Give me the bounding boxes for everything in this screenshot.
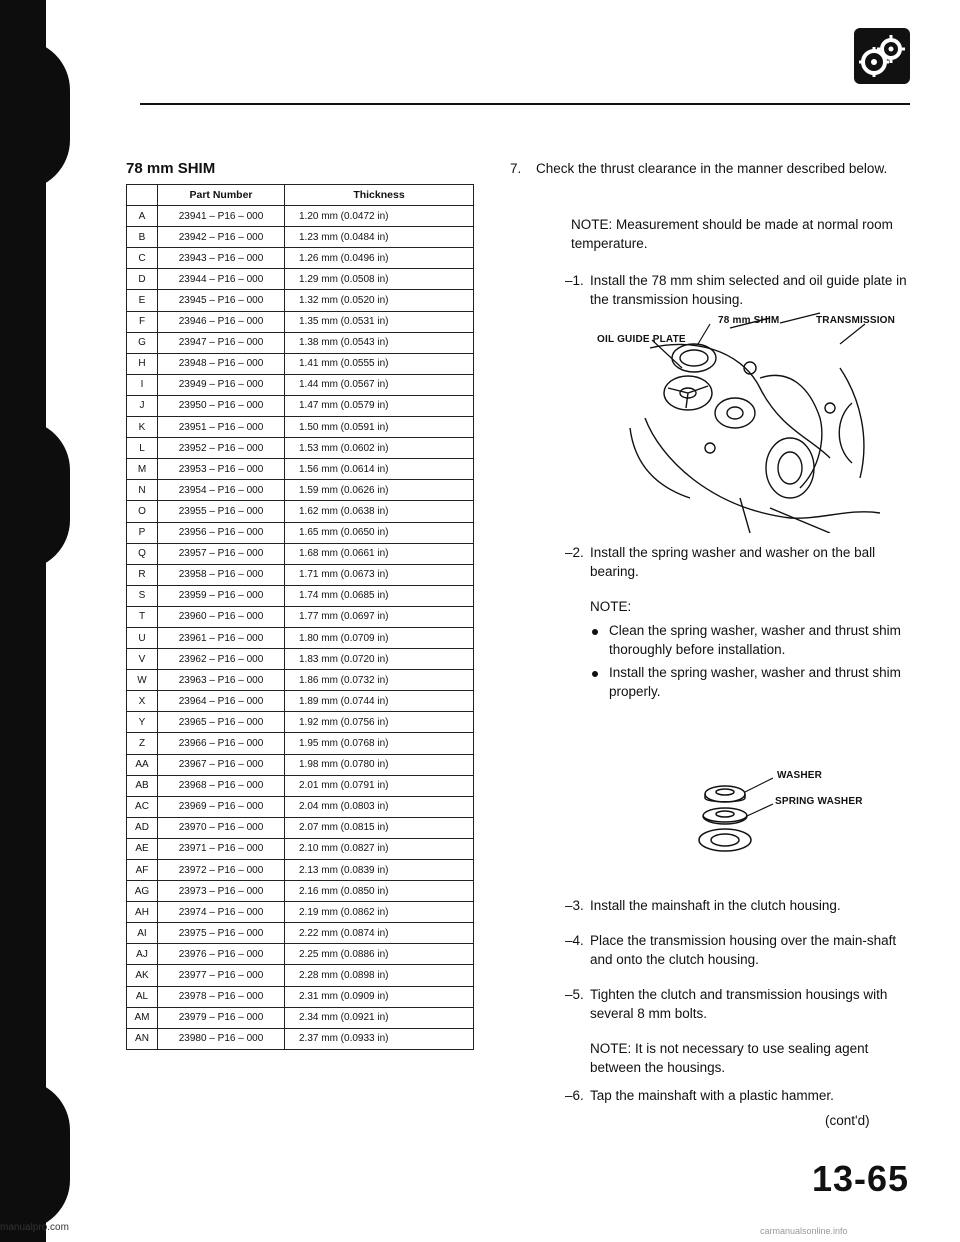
table-row <box>127 206 474 227</box>
part-number-cell: 23950 – P16 – 000 <box>158 395 285 416</box>
thickness-cell: 1.80 mm (0.0709 in) <box>285 627 474 648</box>
part-number-cell: 23958 – P16 – 000 <box>158 564 285 585</box>
part-number-cell: 23947 – P16 – 000 <box>158 332 285 353</box>
step-7 <box>510 160 910 179</box>
part-number-cell: 23979 – P16 – 000 <box>158 1007 285 1028</box>
part-number-cell: 23974 – P16 – 000 <box>158 902 285 923</box>
table-row <box>127 522 474 543</box>
substep-number: –4. <box>565 933 584 948</box>
table-row <box>127 881 474 902</box>
part-number-cell: 23977 – P16 – 000 <box>158 965 285 986</box>
thickness-cell: 1.50 mm (0.0591 in) <box>285 417 474 438</box>
thickness-cell: 1.53 mm (0.0602 in) <box>285 438 474 459</box>
shim-letter-cell: D <box>127 269 158 290</box>
washer-figure <box>695 770 775 860</box>
part-number-cell: 23969 – P16 – 000 <box>158 796 285 817</box>
table-row <box>127 374 474 395</box>
shim-letter-cell: AF <box>127 860 158 881</box>
shim-letter-cell: AD <box>127 817 158 838</box>
thickness-cell: 2.37 mm (0.0933 in) <box>285 1028 474 1049</box>
shim-letter-cell: N <box>127 480 158 501</box>
substep-5 <box>510 986 910 1024</box>
table-row <box>127 775 474 796</box>
thickness-cell: 2.22 mm (0.0874 in) <box>285 923 474 944</box>
bullet-item: Clean the spring washer, washer and thrust shim thoroughly before installation. <box>590 622 920 660</box>
part-number-cell: 23962 – P16 – 000 <box>158 649 285 670</box>
thickness-cell: 1.23 mm (0.0484 in) <box>285 227 474 248</box>
table-row <box>127 817 474 838</box>
substep-1 <box>510 272 910 310</box>
thickness-cell: 1.89 mm (0.0744 in) <box>285 691 474 712</box>
thickness-cell: 1.83 mm (0.0720 in) <box>285 649 474 670</box>
substep-number: –2. <box>565 545 584 560</box>
header-part-number: Part Number <box>158 185 285 206</box>
shim-letter-cell: AH <box>127 902 158 923</box>
transmission-section-icon <box>854 28 910 84</box>
table-row <box>127 353 474 374</box>
shim-letter-cell: O <box>127 501 158 522</box>
thickness-cell: 1.35 mm (0.0531 in) <box>285 311 474 332</box>
thickness-cell: 2.25 mm (0.0886 in) <box>285 944 474 965</box>
continued-marker: (cont'd) <box>825 1113 870 1128</box>
part-number-cell: 23956 – P16 – 000 <box>158 522 285 543</box>
shim-letter-cell: AJ <box>127 944 158 965</box>
table-row <box>127 248 474 269</box>
shim-letter-cell: Q <box>127 543 158 564</box>
part-number-cell: 23975 – P16 – 000 <box>158 923 285 944</box>
thickness-cell: 1.47 mm (0.0579 in) <box>285 395 474 416</box>
part-number-cell: 23964 – P16 – 000 <box>158 691 285 712</box>
table-row <box>127 733 474 754</box>
table-row <box>127 564 474 585</box>
table-row <box>127 860 474 881</box>
shim-letter-cell: W <box>127 670 158 691</box>
substep-text: Tighten the clutch and transmission housings with several 8 mm bolts. <box>590 987 888 1021</box>
shim-letter-cell: T <box>127 606 158 627</box>
part-number-cell: 23976 – P16 – 000 <box>158 944 285 965</box>
table-row <box>127 395 474 416</box>
table-row <box>127 838 474 859</box>
thickness-cell: 2.31 mm (0.0909 in) <box>285 986 474 1007</box>
page-number: 13-65 <box>812 1158 910 1199</box>
substep-number: –3. <box>565 898 584 913</box>
thickness-cell: 1.77 mm (0.0697 in) <box>285 606 474 627</box>
thickness-cell: 1.62 mm (0.0638 in) <box>285 501 474 522</box>
binding-tab <box>20 40 70 190</box>
substep-number: –5. <box>565 987 584 1002</box>
table-row <box>127 796 474 817</box>
thickness-cell: 1.68 mm (0.0661 in) <box>285 543 474 564</box>
label-oil-guide-plate: OIL GUIDE PLATE <box>597 334 686 345</box>
substep-3 <box>510 897 910 916</box>
thickness-cell: 2.10 mm (0.0827 in) <box>285 838 474 859</box>
part-number-cell: 23943 – P16 – 000 <box>158 248 285 269</box>
thickness-cell: 1.29 mm (0.0508 in) <box>285 269 474 290</box>
substep-5-note: NOTE: It is not necessary to use sealing agent between the housings. <box>590 1041 869 1075</box>
label-spring-washer: SPRING WASHER <box>775 796 863 807</box>
shim-letter-cell: AI <box>127 923 158 944</box>
table-row <box>127 1028 474 1049</box>
table-row <box>127 480 474 501</box>
thickness-cell: 2.01 mm (0.0791 in) <box>285 775 474 796</box>
shim-letter-cell: I <box>127 374 158 395</box>
substep-number: –1. <box>565 273 584 288</box>
thickness-cell: 2.28 mm (0.0898 in) <box>285 965 474 986</box>
part-number-cell: 23941 – P16 – 000 <box>158 206 285 227</box>
thickness-cell: 1.92 mm (0.0756 in) <box>285 712 474 733</box>
shim-letter-cell: P <box>127 522 158 543</box>
substep-6 <box>510 1087 910 1106</box>
table-row <box>127 754 474 775</box>
part-number-cell: 23944 – P16 – 000 <box>158 269 285 290</box>
thickness-cell: 2.34 mm (0.0921 in) <box>285 1007 474 1028</box>
thickness-cell: 1.56 mm (0.0614 in) <box>285 459 474 480</box>
table-row <box>127 585 474 606</box>
table-row <box>127 311 474 332</box>
part-number-cell: 23951 – P16 – 000 <box>158 417 285 438</box>
thickness-cell: 1.20 mm (0.0472 in) <box>285 206 474 227</box>
shim-letter-cell: AA <box>127 754 158 775</box>
thickness-cell: 2.16 mm (0.0850 in) <box>285 881 474 902</box>
note-2-title: NOTE: <box>590 599 632 614</box>
table-row <box>127 712 474 733</box>
part-number-cell: 23971 – P16 – 000 <box>158 838 285 859</box>
shim-letter-cell: Y <box>127 712 158 733</box>
header-thickness: Thickness <box>285 185 474 206</box>
shim-table <box>126 184 474 1050</box>
part-number-cell: 23978 – P16 – 000 <box>158 986 285 1007</box>
note-2-bullets <box>590 622 920 706</box>
thickness-cell: 1.41 mm (0.0555 in) <box>285 353 474 374</box>
part-number-cell: 23966 – P16 – 000 <box>158 733 285 754</box>
thickness-cell: 1.74 mm (0.0685 in) <box>285 585 474 606</box>
shim-letter-cell: AN <box>127 1028 158 1049</box>
thickness-cell: 2.04 mm (0.0803 in) <box>285 796 474 817</box>
part-number-cell: 23965 – P16 – 000 <box>158 712 285 733</box>
substep-2 <box>510 544 910 582</box>
watermark-right: carmanualsonline.info <box>760 1226 848 1236</box>
shim-letter-cell: E <box>127 290 158 311</box>
table-header-row <box>127 185 474 206</box>
part-number-cell: 23954 – P16 – 000 <box>158 480 285 501</box>
table-row <box>127 459 474 480</box>
thickness-cell: 1.32 mm (0.0520 in) <box>285 290 474 311</box>
part-number-cell: 23948 – P16 – 000 <box>158 353 285 374</box>
table-row <box>127 269 474 290</box>
header-rule <box>140 103 910 105</box>
table-row <box>127 986 474 1007</box>
label-transmission: TRANSMISSION <box>816 315 896 326</box>
part-number-cell: 23960 – P16 – 000 <box>158 606 285 627</box>
thickness-cell: 1.44 mm (0.0567 in) <box>285 374 474 395</box>
table-row <box>127 543 474 564</box>
table-row <box>127 902 474 923</box>
substep-text: Tap the mainshaft with a plastic hammer. <box>590 1088 834 1103</box>
thickness-cell: 1.65 mm (0.0650 in) <box>285 522 474 543</box>
table-row <box>127 923 474 944</box>
thickness-cell: 1.86 mm (0.0732 in) <box>285 670 474 691</box>
shim-letter-cell: B <box>127 227 158 248</box>
shim-letter-cell: AK <box>127 965 158 986</box>
part-number-cell: 23980 – P16 – 000 <box>158 1028 285 1049</box>
table-row <box>127 670 474 691</box>
part-number-cell: 23959 – P16 – 000 <box>158 585 285 606</box>
thickness-cell: 1.38 mm (0.0543 in) <box>285 332 474 353</box>
thickness-cell: 1.59 mm (0.0626 in) <box>285 480 474 501</box>
label-washer: WASHER <box>777 770 823 781</box>
shim-letter-cell: G <box>127 332 158 353</box>
thickness-cell: 1.26 mm (0.0496 in) <box>285 248 474 269</box>
part-number-cell: 23952 – P16 – 000 <box>158 438 285 459</box>
shim-letter-cell: A <box>127 206 158 227</box>
label-78mm-shim: 78 mm SHIM <box>718 315 780 326</box>
shim-letter-cell: Z <box>127 733 158 754</box>
binding-tab <box>20 420 70 570</box>
part-number-cell: 23973 – P16 – 000 <box>158 881 285 902</box>
part-number-cell: 23957 – P16 – 000 <box>158 543 285 564</box>
table-row <box>127 501 474 522</box>
shim-letter-cell: AC <box>127 796 158 817</box>
part-number-cell: 23955 – P16 – 000 <box>158 501 285 522</box>
substep-text: Install the spring washer and washer on the ball bearing. <box>590 545 876 579</box>
thickness-cell: 2.19 mm (0.0862 in) <box>285 902 474 923</box>
table-row <box>127 965 474 986</box>
table-row <box>127 944 474 965</box>
thickness-cell: 2.13 mm (0.0839 in) <box>285 860 474 881</box>
shim-letter-cell: L <box>127 438 158 459</box>
table-row <box>127 438 474 459</box>
thickness-cell: 1.95 mm (0.0768 in) <box>285 733 474 754</box>
shim-letter-cell: AB <box>127 775 158 796</box>
shim-letter-cell: AG <box>127 881 158 902</box>
substep-4 <box>510 932 910 970</box>
part-number-cell: 23968 – P16 – 000 <box>158 775 285 796</box>
table-row <box>127 606 474 627</box>
part-number-cell: 23942 – P16 – 000 <box>158 227 285 248</box>
part-number-cell: 23967 – P16 – 000 <box>158 754 285 775</box>
bullet-item: Install the spring washer, washer and thrust shim properly. <box>590 664 920 702</box>
step-text: Check the thrust clearance in the manner described below. <box>536 161 888 176</box>
shim-letter-cell: AM <box>127 1007 158 1028</box>
shim-letter-cell: S <box>127 585 158 606</box>
step-number: 7. <box>510 161 522 176</box>
part-number-cell: 23949 – P16 – 000 <box>158 374 285 395</box>
shim-letter-cell: U <box>127 627 158 648</box>
substep-text: Place the transmission housing over the main-shaft and onto the clutch housing. <box>590 933 897 967</box>
substep-number: –6. <box>565 1088 584 1103</box>
part-number-cell: 23963 – P16 – 000 <box>158 670 285 691</box>
part-number-cell: 23970 – P16 – 000 <box>158 817 285 838</box>
table-row <box>127 691 474 712</box>
shim-letter-cell: C <box>127 248 158 269</box>
table-row <box>127 1007 474 1028</box>
shim-letter-cell: M <box>127 459 158 480</box>
shim-letter-cell: AE <box>127 838 158 859</box>
table-row <box>127 417 474 438</box>
part-number-cell: 23946 – P16 – 000 <box>158 311 285 332</box>
table-row <box>127 627 474 648</box>
thickness-cell: 1.98 mm (0.0780 in) <box>285 754 474 775</box>
shim-letter-cell: V <box>127 649 158 670</box>
part-number-cell: 23972 – P16 – 000 <box>158 860 285 881</box>
table-row <box>127 649 474 670</box>
shim-letter-cell: R <box>127 564 158 585</box>
part-number-cell: 23953 – P16 – 000 <box>158 459 285 480</box>
table-row <box>127 290 474 311</box>
part-number-cell: 23961 – P16 – 000 <box>158 627 285 648</box>
binding-tab <box>20 1080 70 1230</box>
header-letter <box>127 185 158 206</box>
substep-text: Install the mainshaft in the clutch housing. <box>590 898 841 913</box>
substep-text: Install the 78 mm shim selected and oil guide plate in the transmission housing. <box>590 273 907 307</box>
shim-letter-cell: K <box>127 417 158 438</box>
table-row <box>127 227 474 248</box>
shim-letter-cell: H <box>127 353 158 374</box>
thickness-cell: 2.07 mm (0.0815 in) <box>285 817 474 838</box>
shim-letter-cell: F <box>127 311 158 332</box>
shim-letter-cell: X <box>127 691 158 712</box>
shim-letter-cell: AL <box>127 986 158 1007</box>
watermark-left: manualpro.com <box>0 1222 69 1233</box>
section-title: 78 mm SHIM <box>126 160 216 177</box>
table-row <box>127 332 474 353</box>
part-number-cell: 23945 – P16 – 000 <box>158 290 285 311</box>
shim-letter-cell: J <box>127 395 158 416</box>
thickness-cell: 1.71 mm (0.0673 in) <box>285 564 474 585</box>
step-7-note: NOTE: Measurement should be made at normal room temperature. <box>571 217 893 251</box>
